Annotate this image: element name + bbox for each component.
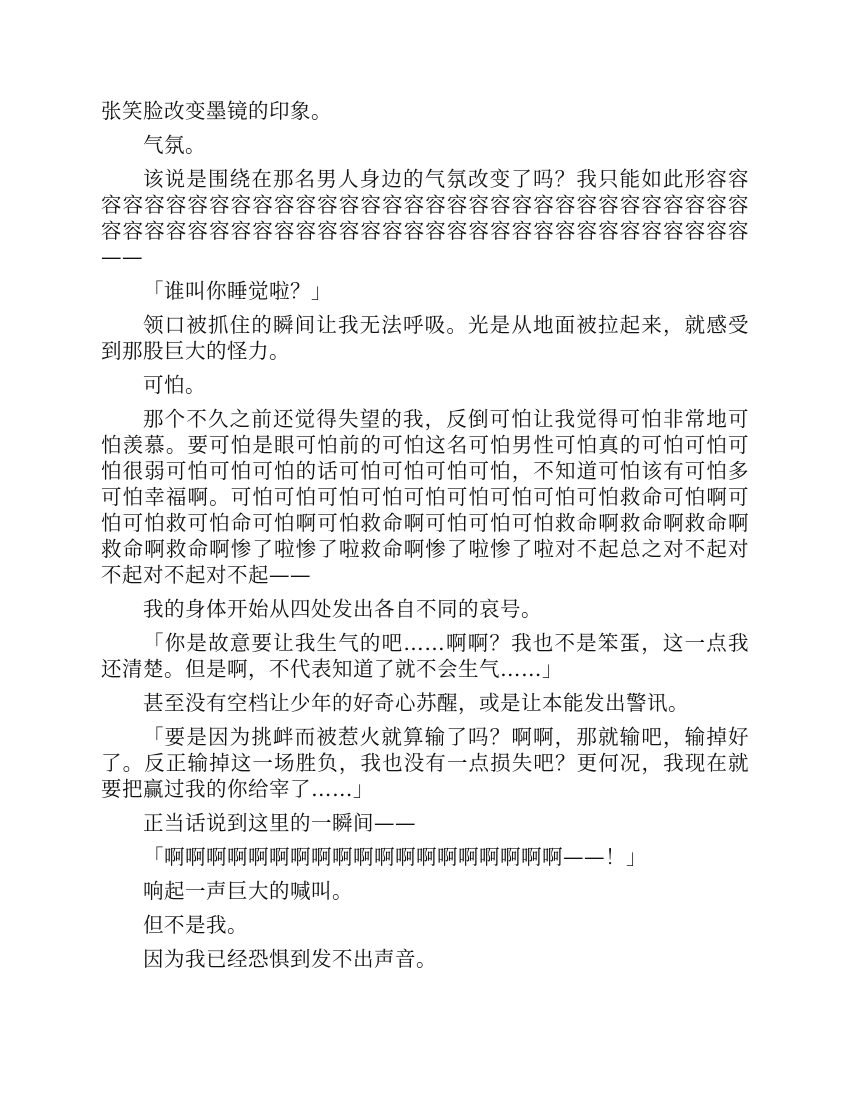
paragraph-3: 该说是围绕在那名男人身边的气氛改变了吗？我只能如此形容容容容容容容容容容容容容容容容容容容容容容容容容容容容容容容容容容容容容容容容容容容容容容容容容容容容容容容容容容容容容容——: [101, 167, 749, 269]
paragraph-6: 可怕。: [143, 373, 206, 397]
paragraph-12: 正当话说到这里的一瞬间——: [143, 811, 416, 835]
paragraph-5: 领口被抓住的瞬间让我无法呼吸。光是从地面被拉起来，就感受到那股巨大的怪力。: [101, 313, 749, 363]
paragraph-8: 我的身体开始从四处发出各自不同的哀号。: [143, 597, 542, 621]
paragraph-10: 甚至没有空档让少年的好奇心苏醒，或是让本能发出警讯。: [143, 691, 689, 715]
paragraph-1: 张笑脸改变墨镜的印象。: [101, 99, 332, 123]
paragraph-16: 因为我已经恐惧到发不出声音。: [143, 947, 437, 971]
paragraph-7: 那个不久之前还觉得失望的我，反倒可怕让我觉得可怕非常地可怕羡慕。要可怕是眼可怕前的可怕这名可怕男性可怕真的可怕可怕可怕很弱可怕可怕可怕的话可怕可怕可怕可怕，不知道可怕该有可怕多可怕幸福啊。可怕可怕可怕可怕可怕可怕可怕可怕可怕救命可怕啊可怕可怕救可怕命可怕啊可怕救命啊可怕可怕可怕救命啊救命啊救命啊救命啊救命啊惨了啦惨了啦救命啊惨了啦惨了啦对不起总之对不起对不起对不起对不起——: [101, 407, 749, 587]
paragraph-15: 但不是我。: [143, 913, 248, 937]
paragraph-11: 「要是因为挑衅而被惹火就算输了吗？啊啊，那就输吧，输掉好了。反正输掉这一场胜负，我也没有一点损失吧？更何况，我现在就要把赢过我的你给宰了……」: [101, 725, 749, 801]
paragraph-9: 「你是故意要让我生气的吧……啊啊？我也不是笨蛋，这一点我还清楚。但是啊，不代表知道了就不会生气……」: [101, 631, 749, 681]
document-page: [101, 98, 749, 980]
paragraph-2: 气氛。: [143, 133, 206, 157]
paragraph-4: 「谁叫你睡觉啦？」: [143, 279, 332, 303]
paragraph-13: 「啊啊啊啊啊啊啊啊啊啊啊啊啊啊啊啊啊啊啊——！」: [143, 845, 647, 869]
paragraph-14: 响起一声巨大的喊叫。: [143, 879, 353, 903]
